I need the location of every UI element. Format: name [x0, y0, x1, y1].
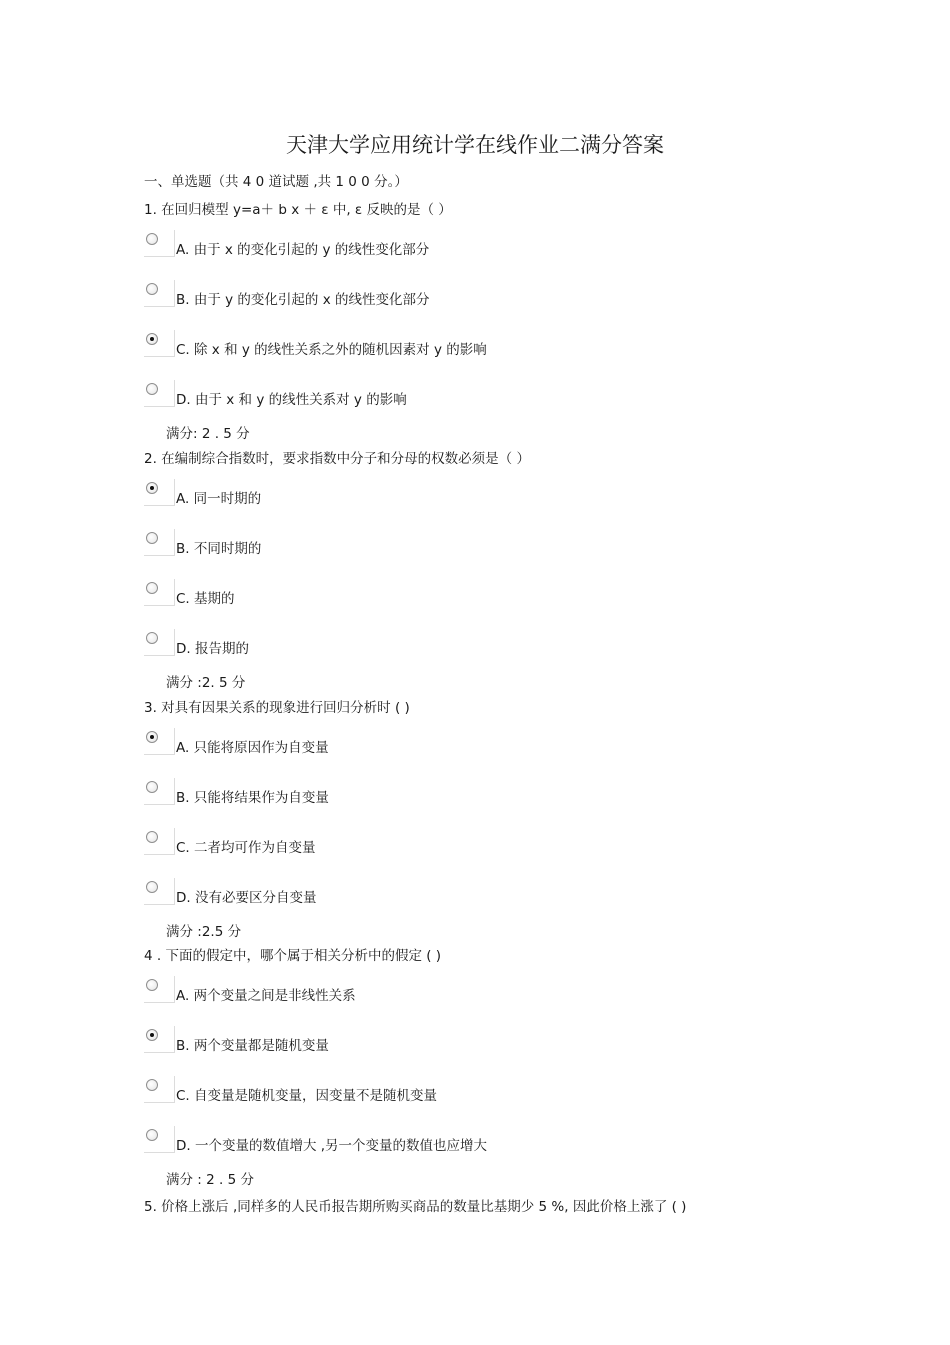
radio-circle-icon	[146, 831, 158, 843]
option-label: D. 一个变量的数值增大 ,另一个变量的数值也应增大	[176, 1138, 488, 1154]
option-label: C. 二者均可作为自变量	[176, 840, 316, 856]
option-radio[interactable]	[144, 1026, 175, 1053]
option-label: A. 由于 x 的变化引起的 y 的线性变化部分	[176, 242, 430, 258]
option-label: B. 由于 y 的变化引起的 x 的线性变化部分	[176, 292, 430, 308]
option-radio[interactable]	[144, 629, 175, 656]
page-title: 天津大学应用统计学在线作业二满分答案	[286, 133, 664, 157]
radio-circle-icon	[146, 383, 158, 395]
radio-circle-icon	[146, 582, 158, 594]
score-label: 满分: 2 . 5 分	[166, 426, 250, 442]
radio-circle-icon	[146, 333, 158, 345]
option-label: A. 只能将原因作为自变量	[176, 740, 329, 756]
option-radio[interactable]	[144, 878, 175, 905]
radio-selected-dot-icon	[150, 735, 154, 739]
option-label: A. 同一时期的	[176, 491, 262, 507]
radio-circle-icon	[146, 482, 158, 494]
radio-selected-dot-icon	[150, 337, 154, 341]
option-label: B. 不同时期的	[176, 541, 262, 557]
option-radio[interactable]	[144, 579, 175, 606]
radio-circle-icon	[146, 781, 158, 793]
option-label: B. 只能将结果作为自变量	[176, 790, 329, 806]
score-label: 满分 :2.5 分	[166, 924, 242, 940]
radio-circle-icon	[146, 233, 158, 245]
option-label: C. 除 x 和 y 的线性关系之外的随机因素对 y 的影响	[176, 342, 487, 358]
question-5-text: 5. 价格上涨后 ,同样多的人民币报告期所购买商品的数量比基期少 5 %, 因此价格上涨了 ( )	[144, 1199, 687, 1215]
radio-circle-icon	[146, 1129, 158, 1141]
option-label: B. 两个变量都是随机变量	[176, 1038, 329, 1054]
radio-circle-icon	[146, 1079, 158, 1091]
option-radio[interactable]	[144, 1076, 175, 1103]
option-label: A. 两个变量之间是非线性关系	[176, 988, 356, 1004]
score-label: 满分 :2. 5 分	[166, 675, 246, 691]
option-radio[interactable]	[144, 728, 175, 755]
question-text: 3. 对具有因果关系的现象进行回归分析时 ( )	[144, 700, 410, 716]
question-text: 2. 在编制综合指数时，要求指数中分子和分母的权数必须是（ ）	[144, 451, 530, 467]
option-label: D. 没有必要区分自变量	[176, 890, 317, 906]
option-label: C. 自变量是随机变量，因变量不是随机变量	[176, 1088, 438, 1104]
option-label: C. 基期的	[176, 591, 235, 607]
option-label: D. 报告期的	[176, 641, 249, 657]
option-radio[interactable]	[144, 529, 175, 556]
option-label: D. 由于 x 和 y 的线性关系对 y 的影响	[176, 392, 407, 408]
option-radio[interactable]	[144, 380, 175, 407]
option-radio[interactable]	[144, 230, 175, 257]
option-radio[interactable]	[144, 330, 175, 357]
question-text: 1. 在回归模型 y=a＋ b x ＋ ε 中, ε 反映的是（ ）	[144, 202, 452, 218]
radio-circle-icon	[146, 731, 158, 743]
question-text: 4 . 下面的假定中，哪个属于相关分析中的假定 ( )	[144, 948, 442, 964]
option-radio[interactable]	[144, 1126, 175, 1153]
option-radio[interactable]	[144, 280, 175, 307]
radio-circle-icon	[146, 283, 158, 295]
section-heading: 一、单选题（共 4 0 道试题 ,共 1 0 0 分。）	[144, 174, 408, 190]
score-label: 满分 : 2 . 5 分	[166, 1172, 254, 1188]
option-radio[interactable]	[144, 778, 175, 805]
radio-circle-icon	[146, 881, 158, 893]
option-radio[interactable]	[144, 828, 175, 855]
radio-selected-dot-icon	[150, 1033, 154, 1037]
radio-circle-icon	[146, 1029, 158, 1041]
option-radio[interactable]	[144, 479, 175, 506]
radio-circle-icon	[146, 632, 158, 644]
radio-circle-icon	[146, 979, 158, 991]
radio-circle-icon	[146, 532, 158, 544]
option-radio[interactable]	[144, 976, 175, 1003]
radio-selected-dot-icon	[150, 486, 154, 490]
